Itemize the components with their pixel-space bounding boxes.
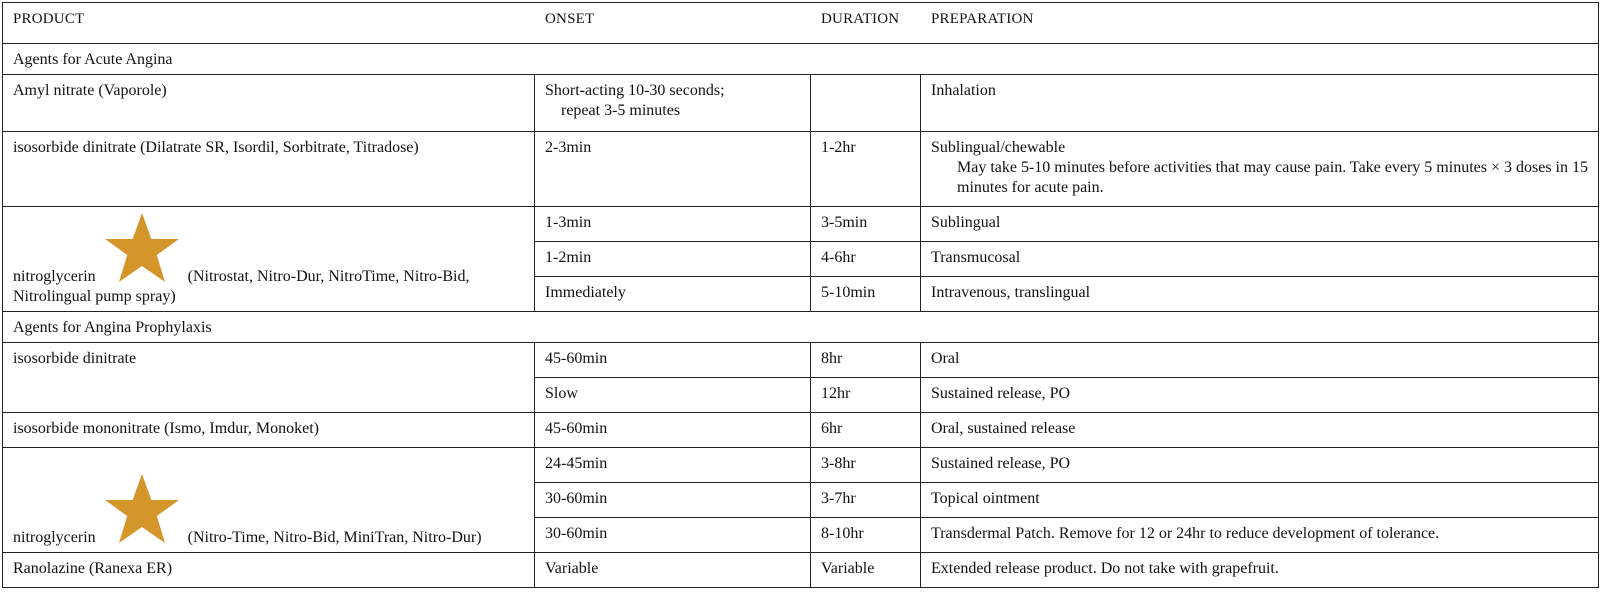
product-cell: Amyl nitrate (Vaporole) (3, 75, 535, 132)
product-cell: isosorbide dinitrate (3, 343, 535, 413)
section-title-acute: Agents for Acute Angina (3, 44, 1599, 75)
product-brands: (Nitrostat, Nitro-Dur, NitroTime, Nitro-Bid, Nitrolingual pump spray) (13, 268, 470, 305)
onset-line: repeat 3-5 minutes (561, 102, 681, 119)
onset-cell: 2-3min (535, 132, 811, 207)
product-cell: isosorbide dinitrate (Dilatrate SR, Isordil, Sorbitrate, Titradose) (3, 132, 535, 207)
table-row (3, 132, 1599, 207)
onset-cell: 24-45min (535, 448, 811, 483)
duration-cell: 4-6hr (811, 242, 921, 277)
header-preparation: PREPARATION (921, 3, 1599, 44)
preparation-cell: Sustained release, PO (921, 378, 1599, 413)
onset-cell (535, 75, 811, 132)
onset-cell: 1-3min (535, 207, 811, 242)
product-name-line (13, 211, 524, 307)
antianginal-drug-table (2, 2, 1599, 588)
onset-cell: Slow (535, 378, 811, 413)
star-icon (102, 211, 182, 287)
preparation-cell: Transmucosal (921, 242, 1599, 277)
duration-cell: Variable (811, 553, 921, 588)
duration-cell (811, 75, 921, 132)
product-name-line (13, 472, 524, 548)
product-name: nitroglycerin (13, 529, 96, 546)
preparation-cell: Sustained release, PO (921, 448, 1599, 483)
duration-cell: 5-10min (811, 277, 921, 312)
duration-cell: 12hr (811, 378, 921, 413)
product-name: nitroglycerin (13, 268, 96, 285)
header-product: PRODUCT (3, 3, 535, 44)
duration-cell: 3-8hr (811, 448, 921, 483)
preparation-cell: Extended release product. Do not take with grapefruit. (921, 553, 1599, 588)
header-onset: ONSET (535, 3, 811, 44)
preparation-note: May take 5-10 minutes before activities that may cause pain. Take every 5 minutes × 3 doses in 15 minutes for acute pain. (957, 159, 1588, 196)
preparation-cell: Transdermal Patch. Remove for 12 or 24hr to reduce development of tolerance. (921, 518, 1599, 553)
duration-cell: 3-7hr (811, 483, 921, 518)
onset-cell: 30-60min (535, 483, 811, 518)
product-cell: isosorbide mononitrate (Ismo, Imdur, Monoket) (3, 413, 535, 448)
onset-cell: Immediately (535, 277, 811, 312)
preparation-cell (921, 132, 1599, 207)
preparation-cell: Topical ointment (921, 483, 1599, 518)
section-header-row (3, 312, 1599, 343)
star-icon (102, 472, 182, 548)
onset-cell: Variable (535, 553, 811, 588)
duration-cell: 8-10hr (811, 518, 921, 553)
onset-cell: 1-2min (535, 242, 811, 277)
product-cell (3, 448, 535, 553)
table-header-row (3, 3, 1599, 44)
table-row (3, 207, 1599, 242)
preparation-cell: Intravenous, translingual (921, 277, 1599, 312)
preparation-cell: Inhalation (921, 75, 1599, 132)
table-row (3, 343, 1599, 378)
header-duration: DURATION (811, 3, 921, 44)
duration-cell: 3-5min (811, 207, 921, 242)
table-row (3, 75, 1599, 132)
duration-cell: 6hr (811, 413, 921, 448)
product-cell (3, 207, 535, 312)
duration-cell: 8hr (811, 343, 921, 378)
product-cell: Ranolazine (Ranexa ER) (3, 553, 535, 588)
section-header-row (3, 44, 1599, 75)
preparation-cell: Oral, sustained release (921, 413, 1599, 448)
preparation-cell: Sublingual (921, 207, 1599, 242)
preparation-text: Sublingual/chewable (931, 139, 1066, 156)
onset-cell: 45-60min (535, 343, 811, 378)
onset-line: Short-acting 10-30 seconds; (545, 82, 725, 99)
section-title-prophylaxis: Agents for Angina Prophylaxis (3, 312, 1599, 343)
star-shape (105, 213, 179, 282)
onset-cell: 45-60min (535, 413, 811, 448)
table-row (3, 553, 1599, 588)
preparation-cell: Oral (921, 343, 1599, 378)
table-row (3, 413, 1599, 448)
table-row (3, 448, 1599, 483)
star-shape (105, 474, 179, 543)
onset-cell: 30-60min (535, 518, 811, 553)
product-brands: (Nitro-Time, Nitro-Bid, MiniTran, Nitro-Dur) (187, 529, 482, 546)
duration-cell: 1-2hr (811, 132, 921, 207)
